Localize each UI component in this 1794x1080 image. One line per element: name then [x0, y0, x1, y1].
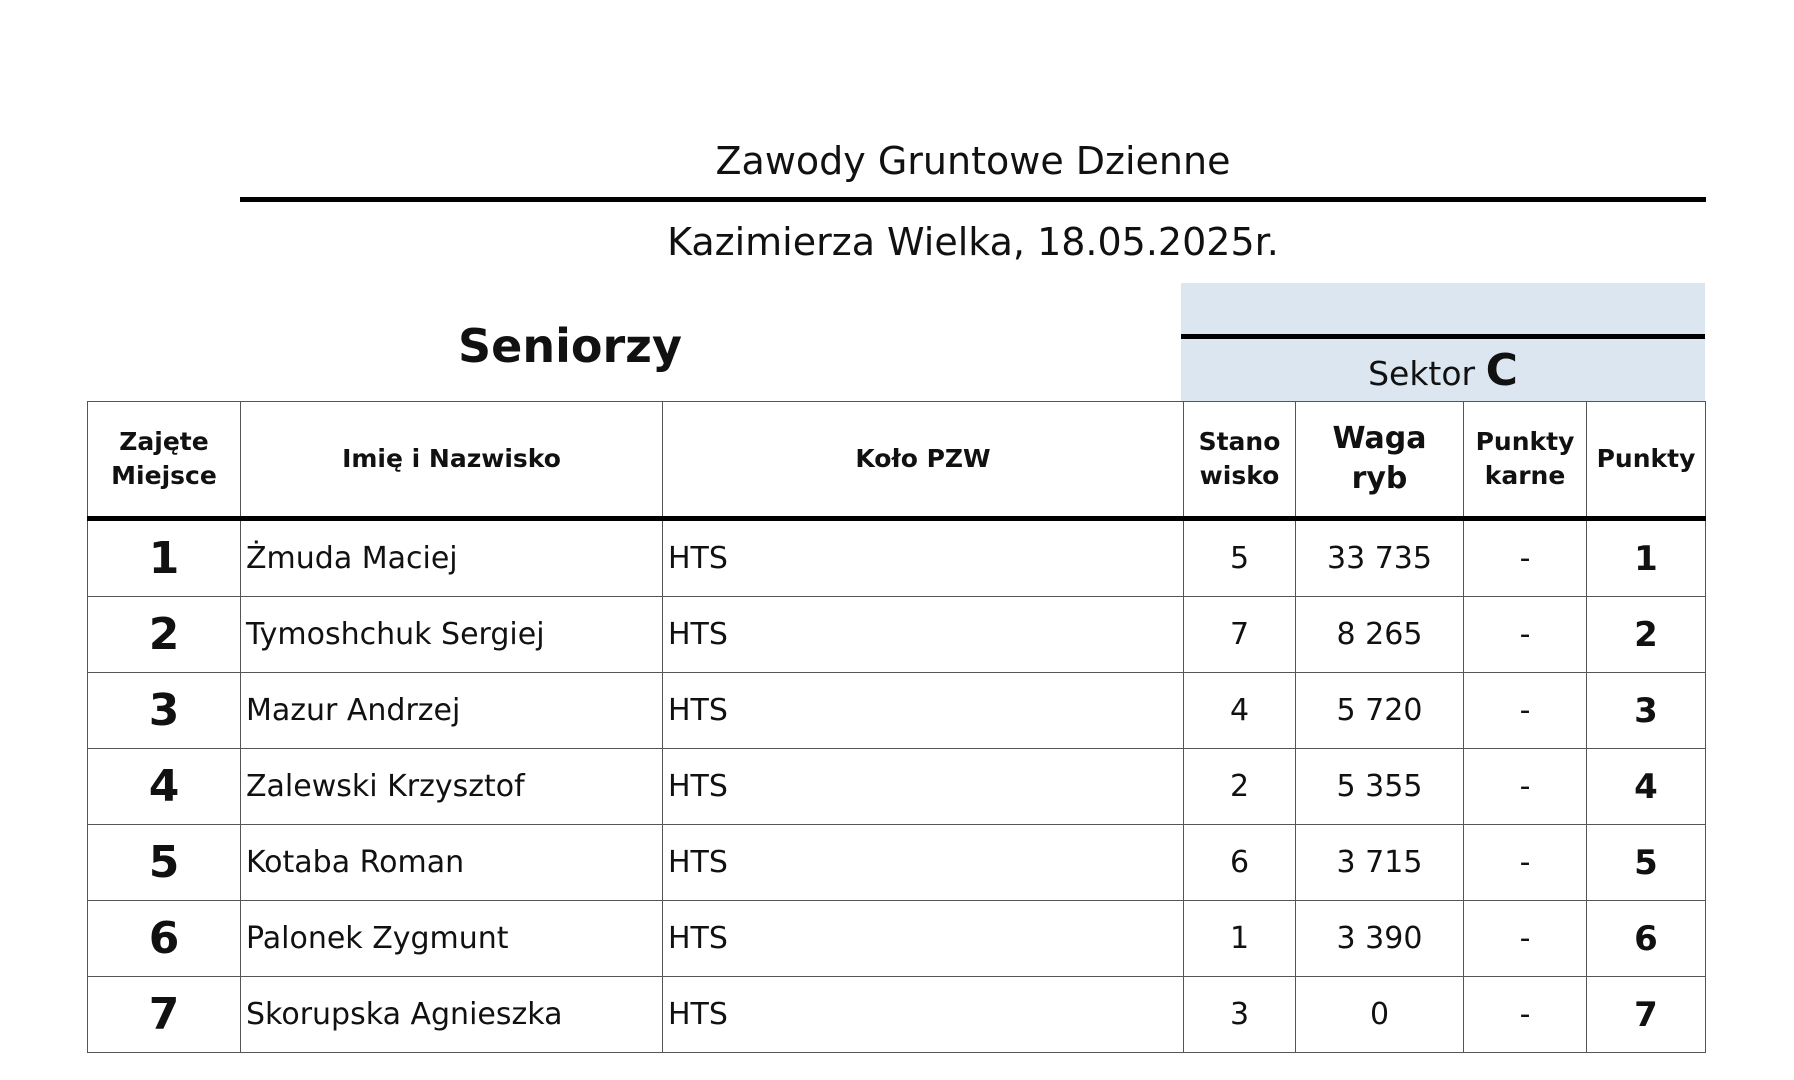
column-header-spot — [1184, 402, 1296, 519]
cell-club: HTS — [663, 977, 1184, 1053]
cell-spot: 4 — [1184, 673, 1296, 749]
column-header-name: Imię i Nazwisko — [241, 402, 663, 519]
cell-name: Skorupska Agnieszka — [241, 977, 663, 1053]
cell-weight: 0 — [1296, 977, 1464, 1053]
cell-place: 6 — [88, 901, 241, 977]
column-header-points: Punkty — [1587, 402, 1706, 519]
cell-name: Palonek Zygmunt — [241, 901, 663, 977]
cell-club: HTS — [663, 901, 1184, 977]
column-header-penalty — [1464, 402, 1587, 519]
cell-weight: 5 355 — [1296, 749, 1464, 825]
cell-spot: 1 — [1184, 901, 1296, 977]
cell-penalty: - — [1464, 901, 1587, 977]
column-header-club: Koło PZW — [663, 402, 1184, 519]
table-row — [88, 977, 1706, 1053]
cell-club: HTS — [663, 749, 1184, 825]
cell-points: 2 — [1587, 597, 1706, 673]
table-row — [88, 749, 1706, 825]
sector-label — [1181, 342, 1705, 400]
cell-place: 7 — [88, 977, 241, 1053]
cell-club: HTS — [663, 519, 1184, 597]
cell-name: Mazur Andrzej — [241, 673, 663, 749]
table-row — [88, 673, 1706, 749]
page-title: Zawody Gruntowe Dzienne — [715, 139, 1231, 183]
cell-penalty: - — [1464, 749, 1587, 825]
cell-place: 1 — [88, 519, 241, 597]
cell-points: 1 — [1587, 519, 1706, 597]
column-header-spot-line1: Stano — [1198, 427, 1281, 456]
cell-penalty: - — [1464, 825, 1587, 901]
cell-weight: 3 390 — [1296, 901, 1464, 977]
cell-penalty: - — [1464, 597, 1587, 673]
table-row — [88, 901, 1706, 977]
column-header-weight-line2: ryb — [1351, 461, 1408, 496]
cell-penalty: - — [1464, 519, 1587, 597]
cell-weight: 8 265 — [1296, 597, 1464, 673]
column-header-weight-line1: Waga — [1332, 421, 1427, 456]
cell-club: HTS — [663, 597, 1184, 673]
page-subtitle: Kazimierza Wielka, 18.05.2025r. — [667, 220, 1279, 264]
cell-place: 3 — [88, 673, 241, 749]
cell-penalty: - — [1464, 673, 1587, 749]
cell-penalty: - — [1464, 977, 1587, 1053]
cell-name: Tymoshchuk Sergiej — [241, 597, 663, 673]
cell-place: 2 — [88, 597, 241, 673]
cell-spot: 7 — [1184, 597, 1296, 673]
sector-label-text: Sektor — [1368, 354, 1476, 393]
table-row — [88, 519, 1706, 597]
results-table — [87, 401, 1706, 1053]
cell-name: Kotaba Roman — [241, 825, 663, 901]
column-header-penalty-line2: karne — [1484, 461, 1566, 490]
column-header-penalty-line1: Punkty — [1475, 427, 1575, 456]
cell-weight: 3 715 — [1296, 825, 1464, 901]
column-header-spot-line2: wisko — [1199, 461, 1280, 490]
sector-divider — [1181, 334, 1705, 339]
cell-place: 4 — [88, 749, 241, 825]
cell-weight: 5 720 — [1296, 673, 1464, 749]
cell-place: 5 — [88, 825, 241, 901]
sector-letter: C — [1485, 345, 1518, 396]
cell-name: Żmuda Maciej — [241, 519, 663, 597]
cell-spot: 6 — [1184, 825, 1296, 901]
table-header-row — [88, 402, 1706, 519]
cell-weight: 33 735 — [1296, 519, 1464, 597]
column-header-place — [88, 402, 241, 519]
cell-spot: 2 — [1184, 749, 1296, 825]
column-header-place-line2: Miejsce — [111, 461, 217, 490]
cell-points: 4 — [1587, 749, 1706, 825]
column-header-weight — [1296, 402, 1464, 519]
cell-points: 5 — [1587, 825, 1706, 901]
table-row — [88, 597, 1706, 673]
cell-club: HTS — [663, 825, 1184, 901]
cell-spot: 3 — [1184, 977, 1296, 1053]
cell-points: 3 — [1587, 673, 1706, 749]
cell-name: Zalewski Krzysztof — [241, 749, 663, 825]
title-divider — [240, 197, 1706, 202]
category-heading: Seniorzy — [458, 319, 682, 373]
cell-spot: 5 — [1184, 519, 1296, 597]
cell-club: HTS — [663, 673, 1184, 749]
table-row — [88, 825, 1706, 901]
column-header-place-line1: Zajęte — [119, 427, 209, 456]
cell-points: 6 — [1587, 901, 1706, 977]
cell-points: 7 — [1587, 977, 1706, 1053]
